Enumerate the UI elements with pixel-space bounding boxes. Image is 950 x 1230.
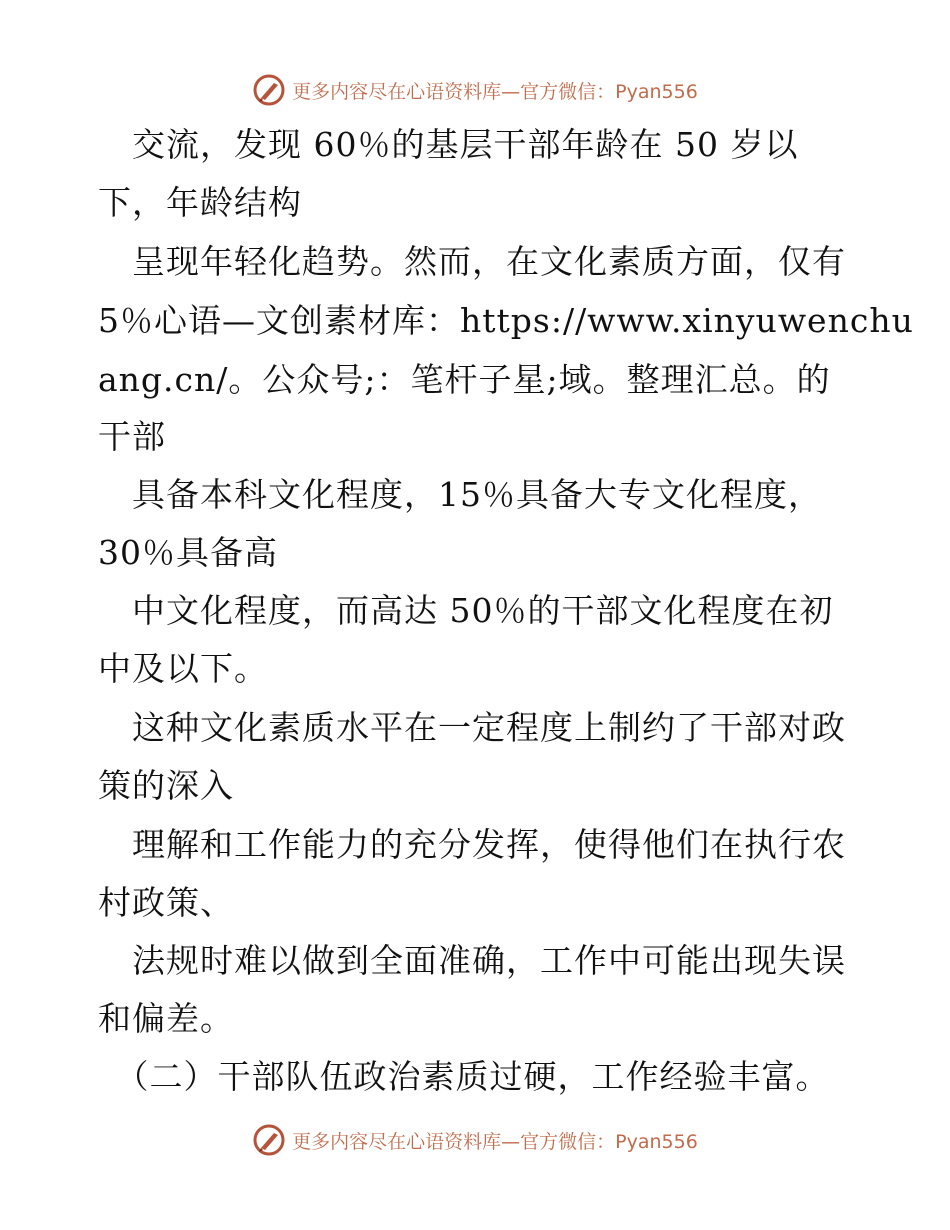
text-line: 5％心语—文创素材库：https://www.xinyuwenchu [98,301,914,340]
header-banner [0,70,950,110]
text-line: 和偏差。 [98,999,234,1038]
text-line: 下，年龄结构 [98,183,302,222]
footer-banner-text: 更多内容尽在心语资料库—官方微信：Pyan556 [292,1130,698,1153]
text-line: 30％具备高 [98,533,278,572]
text-line: 中及以下。 [98,649,268,688]
text-line: 村政策、 [98,883,234,922]
text-line: 理解和工作能力的充分发挥，使得他们在执行农 [98,825,846,864]
text-line: 中文化程度，而高达 50％的干部文化程度在初 [98,591,834,630]
text-line: 法规时难以做到全面准确，工作中可能出现失误 [98,941,846,980]
text-line: 干部 [98,417,166,456]
header-banner-text: 更多内容尽在心语资料库—官方微信：Pyan556 [292,80,698,103]
quill-logo-icon [252,1123,286,1157]
text-line: 交流，发现 60％的基层干部年龄在 50 岁以 [98,125,799,164]
text-line: ang.cn/。公众号;：笔杆子星;域。整理汇总。的 [98,360,831,399]
text-line: 呈现年轻化趋势。然而，在文化素质方面，仅有 [98,242,846,281]
text-line: 策的深入 [98,766,234,805]
text-line: （二）干部队伍政治素质过硬，工作经验丰富。 [98,1057,830,1096]
quill-logo-icon [252,73,286,107]
text-line: 具备本科文化程度，15％具备大专文化程度， [98,475,822,514]
text-line: 这种文化素质水平在一定程度上制约了干部对政 [98,708,846,747]
footer-banner [0,1120,950,1160]
